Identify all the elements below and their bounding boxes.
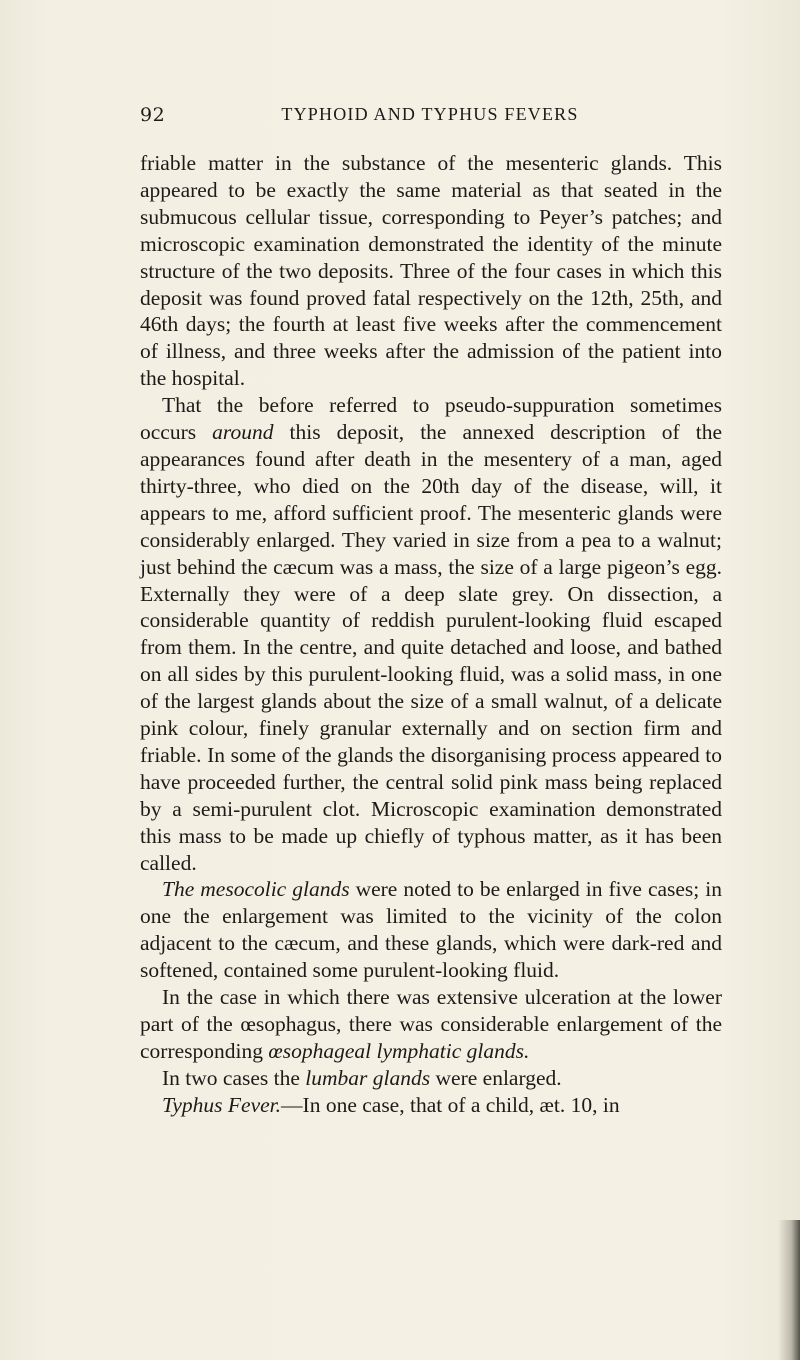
text-segment: —In one case, that of a child, æt. 10, in (281, 1092, 620, 1117)
italic-text-segment: The mesocolic glands (162, 877, 350, 902)
text-segment: this deposit, the annexed description of the appearances found after death in the mesentery of a man, aged thirty-three, who died on the 20th day of the disease, will, it appears to me, afford sufficient proof. The mesenteric glands were considerably enlarged. They varied in size from a pea to a walnut; just behind the cæcum was a mass, the size of a large pigeon’s egg. Externally they were of a deep slate grey. On dissection, a considerable quantity of reddish purulent-looking fluid escaped from them. In the centre, and quite detached and loose, and bathed on all sides by this purulent-looking fluid, was a solid mass, in one of the largest glands about the size of a small walnut, of a delicate pink colour, finely granular externally and on section firm and friable. In some of the glands the disorganising process appeared to have proceeded further, the central solid pink mass being replaced by a semi-purulent clot. Microscopic examination demonstrated this mass to be made up chiefly of typhous matter, as it has been called. (140, 420, 722, 875)
page-header (140, 104, 720, 134)
paragraph (140, 1092, 722, 1119)
paragraph (140, 392, 722, 876)
paragraph (140, 876, 722, 984)
italic-text-segment: Typhus Fever. (162, 1092, 282, 1117)
body-text (140, 150, 722, 1119)
italic-text-segment: around (212, 420, 274, 445)
italic-text-segment: œsophageal lymphatic glands. (268, 1038, 530, 1063)
text-segment: That the before referred to pseudo-suppuration sometimes occurs (140, 393, 722, 445)
text-segment: were noted to be enlarged in five cases; in one the enlargement was limited to the vicinity of the colon adjacent to the cæcum, and these glands, which were dark-red and softened, contained some purulent-looking fluid. (140, 877, 723, 983)
running-head: TYPHOID AND TYPHUS FEVERS (281, 104, 579, 124)
page-number: 92 (140, 104, 166, 126)
paragraph (140, 150, 722, 392)
text-segment: In two cases the (162, 1065, 306, 1090)
paragraph (140, 984, 722, 1065)
text-segment: were enlarged. (430, 1065, 562, 1090)
paragraph (140, 1065, 722, 1092)
page-edge-shadow (778, 1220, 800, 1360)
italic-text-segment: lumbar glands (305, 1065, 431, 1090)
text-segment: In the case in which there was extensive ulceration at the lower part of the œsophagus, there was considerable enlargement of the corresponding (140, 985, 722, 1063)
text-segment: friable matter in the substance of the mesenteric glands. This appeared to be exactly the same material as that seated in the submucous cellular tissue, corresponding to Peyer’s patches; and microscopic examination demonstrated the identity of the minute structure of the two deposits. Three of the four cases in which this deposit was found proved fatal respectively on the 12th, 25th, and 46th days; the fourth at least five weeks after the commencement of illness, and three weeks after the admission of the patient into the hospital. (140, 151, 722, 391)
